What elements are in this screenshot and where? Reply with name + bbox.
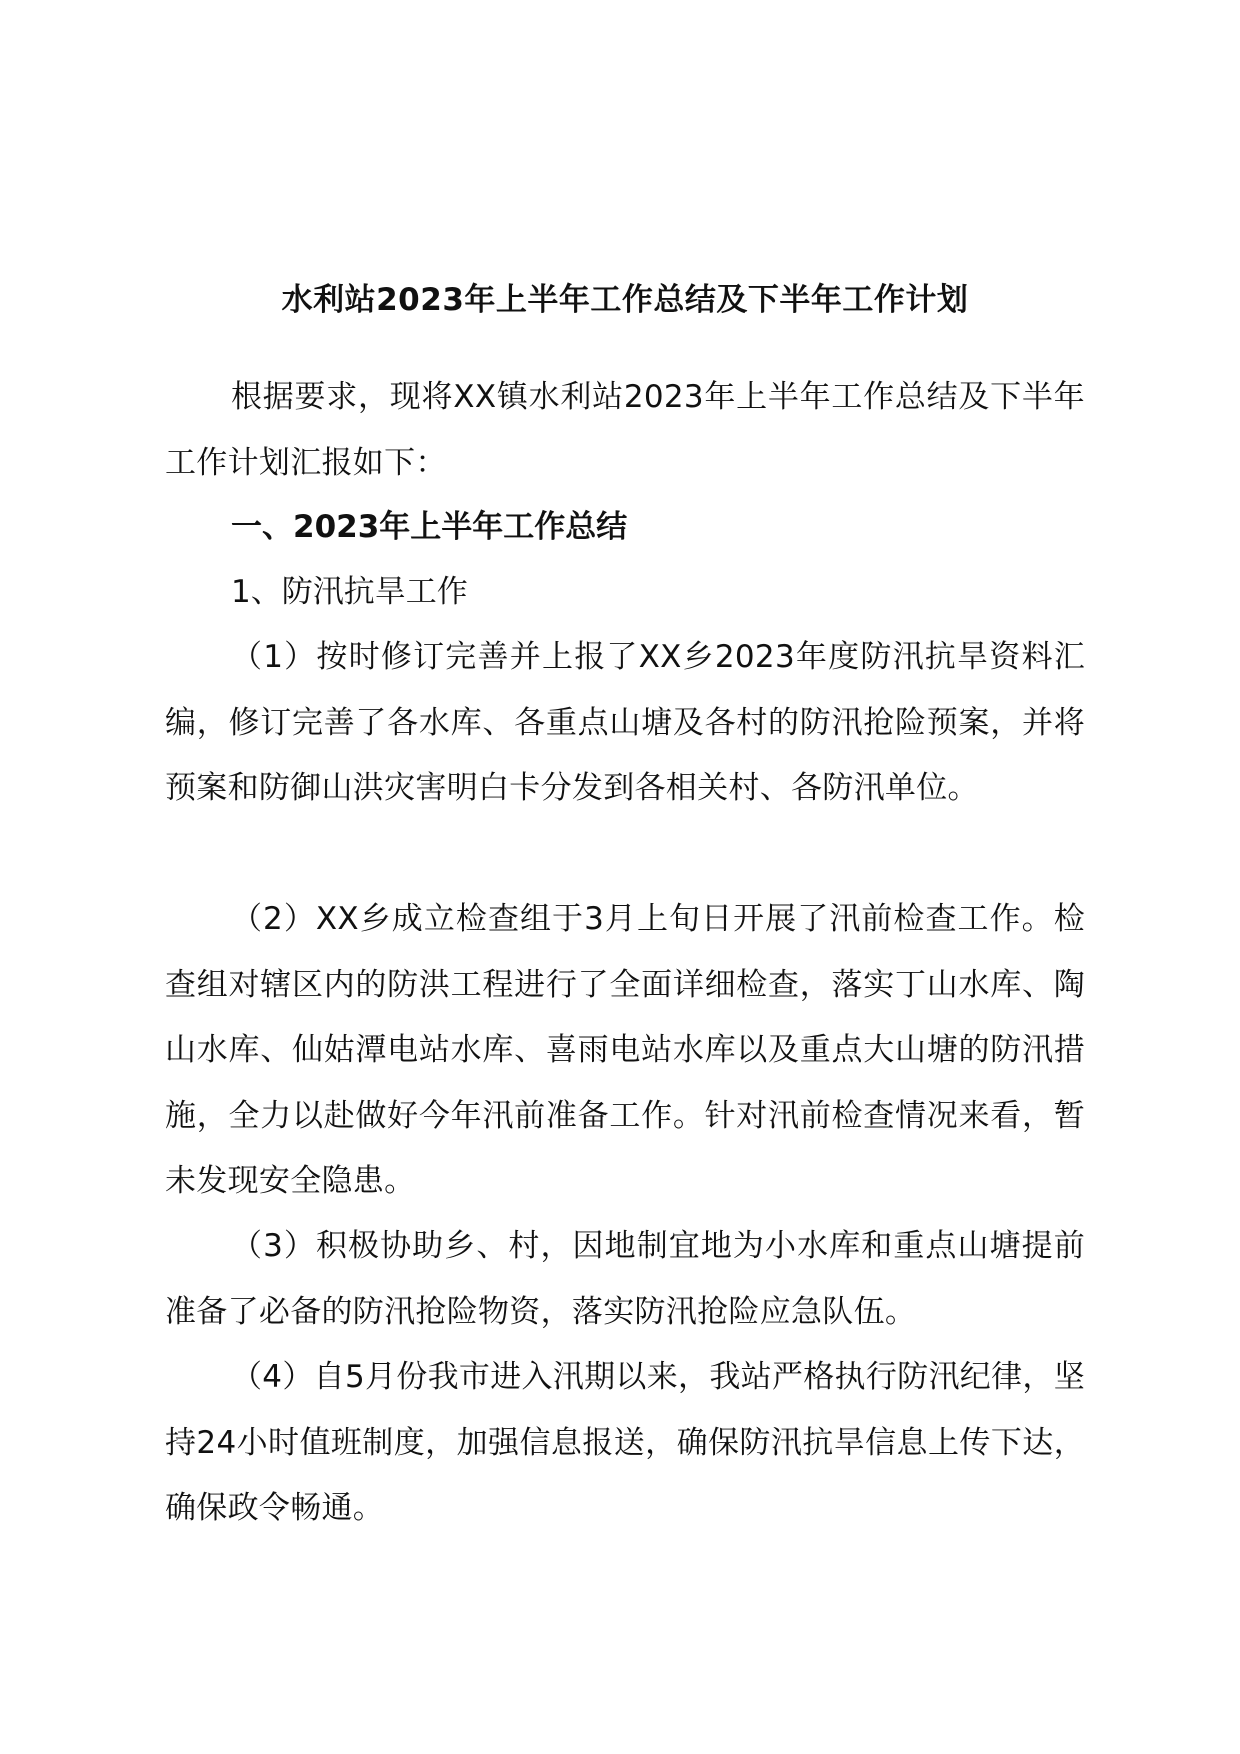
- paragraph-item-1: （1）按时修订完善并上报了XX乡2023年度防汛抗旱资料汇编，修订完善了各水库、各重点山塘及各村的防汛抢险预案，并将预案和防御山洪灾害明白卡分发到各相关村、各防汛单位。: [165, 639, 1085, 806]
- paragraph-item-3: （3）积极协助乡、村，因地制宜地为小水库和重点山塘提前准备了必备的防汛抢险物资，落实防汛抢险应急队伍。: [165, 1228, 1085, 1330]
- intro-paragraph: 根据要求，现将XX镇水利站2023年上半年工作总结及下半年工作计划汇报如下：: [165, 379, 1085, 481]
- section-heading: 一、2023年上半年工作总结: [231, 509, 628, 545]
- subsection-heading: 1、防汛抗旱工作: [231, 574, 468, 610]
- paragraph-item-2: （2）XX乡成立检查组于3月上旬日开展了汛前检查工作。检查组对辖区内的防洪工程进行了全面详细检查，落实丁山水库、陶山水库、仙姑潭电站水库、喜雨电站水库以及重点大山塘的防汛措施，全力以赴做好今年汛前准备工作。针对汛前检查情况来看，暂未发现安全隐患。: [165, 901, 1085, 1199]
- paragraph-item-4: （4）自5月份我市进入汛期以来，我站严格执行防汛纪律，坚持24小时值班制度，加强信息报送，确保防汛抗旱信息上传下达，确保政令畅通。: [165, 1359, 1085, 1526]
- document-title: 水利站2023年上半年工作总结及下半年工作计划: [281, 282, 969, 318]
